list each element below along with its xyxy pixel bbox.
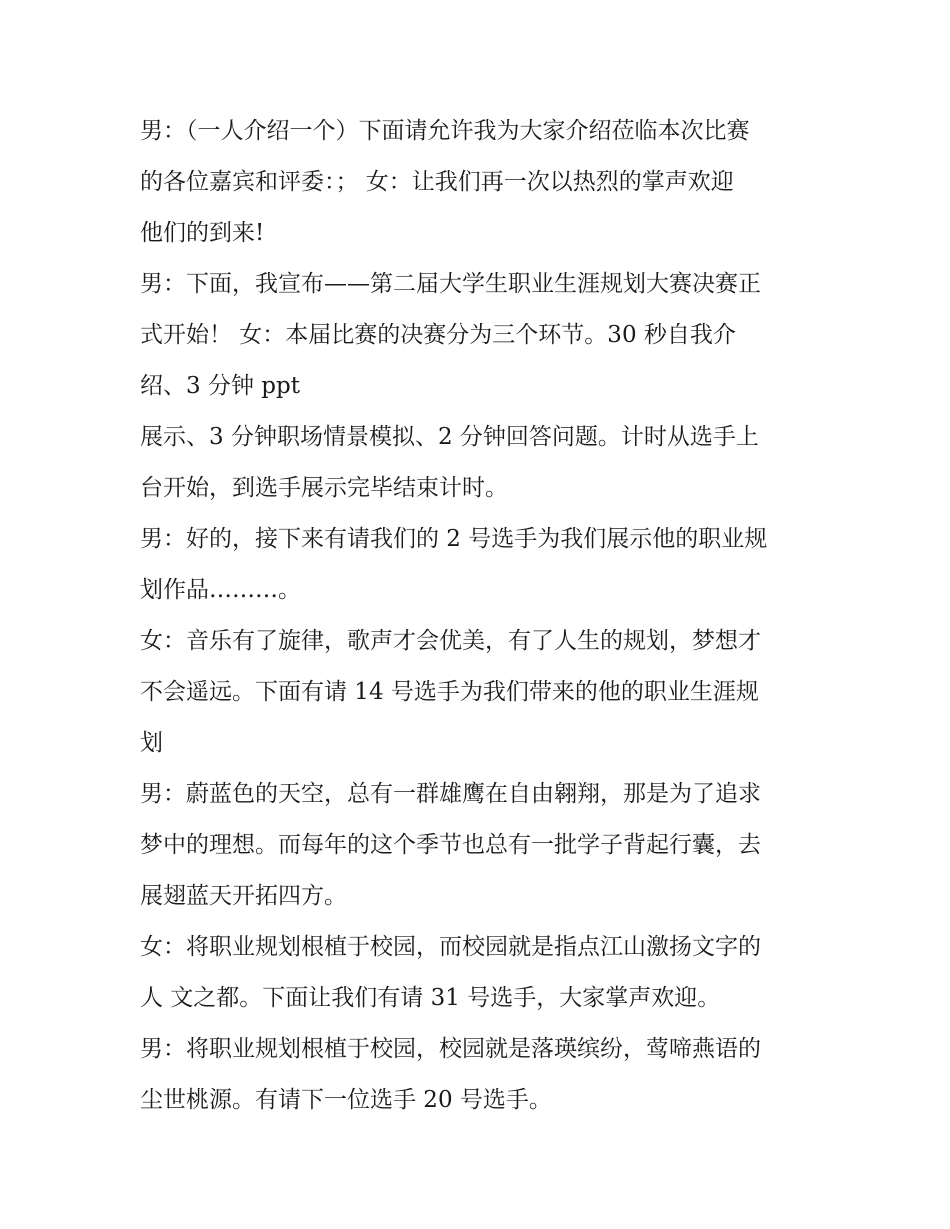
- text-line: 的各位嘉宾和评委：； 女：让我们再一次以热烈的掌声欢迎: [140, 169, 734, 195]
- text-line: 女：将职业规划根植于校园，而校园就是指点江山激扬文字的: [140, 934, 761, 960]
- text-line: 他们的到来!: [140, 220, 265, 246]
- text-line: 梦中的理想。而每年的这个季节也总有一批学子背起行囊，去: [140, 832, 761, 858]
- text-line: 男：下面，我宣布——第二届大学生职业生涯规划大赛决赛正: [140, 271, 761, 297]
- text-line: 男：蔚蓝色的天空，总有一群雄鹰在自由翱翔，那是为了追求: [140, 781, 761, 807]
- text-line: 男：好的，接下来有请我们的 2 号选手为我们展示他的职业规: [140, 526, 768, 552]
- text-line: 男：（一人介绍一个）下面请允许我为大家介绍莅临本次比赛: [140, 118, 750, 144]
- text-line: 展翅蓝天开拓四方。: [140, 883, 347, 909]
- text-line: 绍、3 分钟 ppt: [140, 373, 300, 399]
- text-line: 尘世桃源。有请下一位选手 20 号选手。: [140, 1087, 552, 1113]
- text-line: 划: [140, 730, 163, 756]
- text-line: 划作品………。: [140, 577, 301, 603]
- text-line: 不会遥远。下面有请 14 号选手为我们带来的他的职业生涯规: [140, 679, 759, 705]
- text-line: 台开始，到选手展示完毕结束计时。: [140, 475, 508, 501]
- text-line: 女：音乐有了旋律，歌声才会优美，有了人生的规划，梦想才: [140, 628, 761, 654]
- text-line: 展示、3 分钟职场情景模拟、2 分钟回答问题。计时从选手上: [140, 424, 759, 450]
- text-line: 男：将职业规划根植于校园，校园就是落瑛缤纷，莺啼燕语的: [140, 1036, 761, 1062]
- text-line: 式开始！ 女：本届比赛的决赛分为三个环节。30 秒自我介: [140, 322, 736, 348]
- text-line: 人 文之都。下面让我们有请 31 号选手，大家掌声欢迎。: [140, 985, 721, 1011]
- document-body: [140, 106, 820, 1126]
